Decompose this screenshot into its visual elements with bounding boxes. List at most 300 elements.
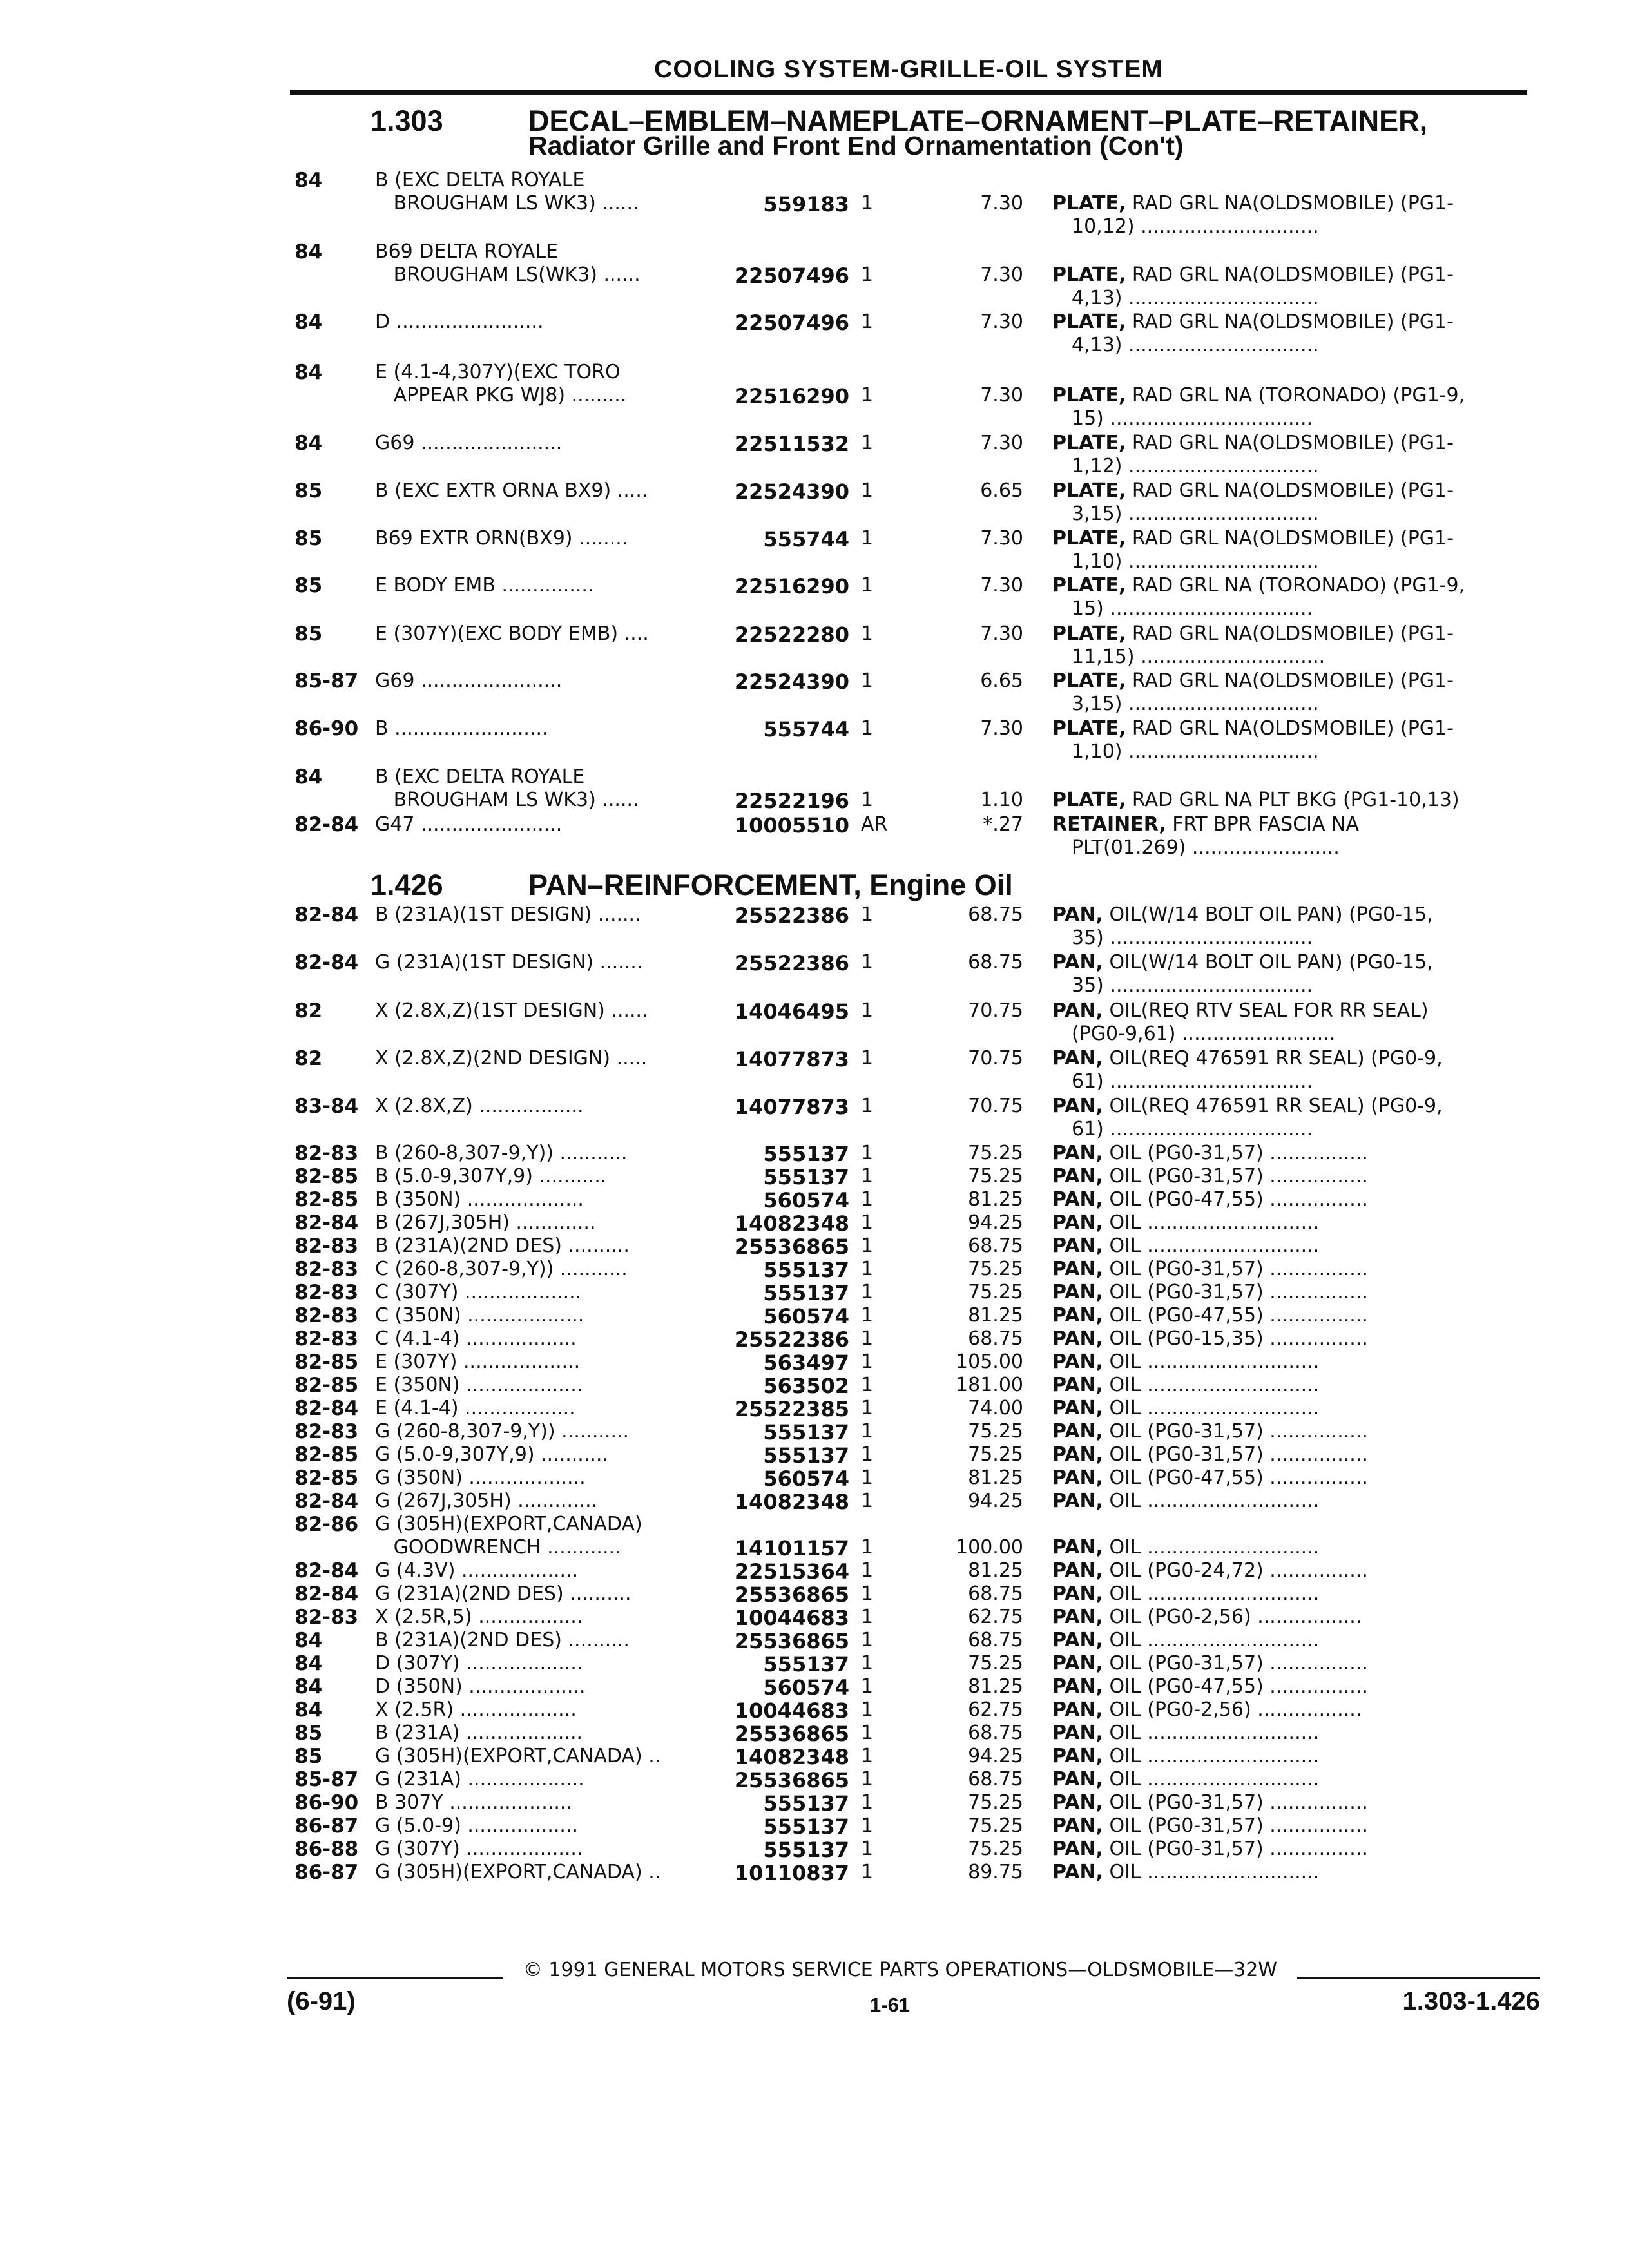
part-name: PAN, — [1052, 1188, 1103, 1211]
model-description: X (2.5R,5) ................. — [375, 1606, 583, 1628]
list-price: 75.25 — [968, 1791, 1023, 1814]
part-number: 14082348 — [734, 1745, 849, 1769]
part-name: PLATE, — [1052, 789, 1126, 811]
quantity: 1 — [861, 1675, 874, 1698]
model-year: 85 — [294, 574, 323, 597]
model-description: B 307Y .................... — [375, 1791, 572, 1814]
part-description — [1052, 669, 1454, 692]
part-name: PLATE, — [1052, 717, 1126, 740]
model-year: 86-90 — [294, 717, 359, 740]
model-year: 86-88 — [294, 1838, 359, 1861]
page-title: COOLING SYSTEM-GRILLE-OIL SYSTEM — [654, 55, 1163, 83]
part-description-text: OIL (PG0-31,57) ................ — [1103, 1652, 1368, 1675]
model-description: B (231A)(1ST DESIGN) ....... — [375, 903, 641, 926]
list-price: 1.10 — [980, 789, 1023, 811]
part-description — [1052, 1791, 1368, 1814]
model-year: 82-84 — [294, 903, 359, 927]
part-number: 555137 — [763, 1142, 849, 1166]
part-description-continued: 10,12) ............................. — [1072, 215, 1319, 238]
quantity: 1 — [861, 527, 874, 550]
list-price: 75.25 — [968, 1281, 1023, 1303]
part-description — [1052, 1327, 1368, 1350]
quantity: 1 — [861, 1861, 874, 1883]
model-year: 85 — [294, 479, 323, 503]
part-name: PAN, — [1052, 999, 1103, 1022]
part-name: PAN, — [1052, 1536, 1103, 1559]
part-name: PAN, — [1052, 1304, 1103, 1327]
model-description: D (350N) ................... — [375, 1675, 586, 1698]
part-number: 14101157 — [734, 1536, 849, 1561]
part-description-continued: 15) ................................. — [1072, 597, 1313, 620]
part-description-text: RAD GRL NA(OLDSMOBILE) (PG1- — [1126, 669, 1454, 692]
model-description: C (350N) ................... — [375, 1304, 584, 1327]
model-description: B ......................... — [375, 717, 548, 740]
part-description-text: OIL (PG0-31,57) ................ — [1103, 1443, 1368, 1466]
model-year: 84 — [294, 169, 323, 192]
quantity: 1 — [861, 1606, 874, 1628]
model-year: 82-84 — [294, 1211, 359, 1235]
part-number: 25522385 — [734, 1397, 849, 1421]
model-description: B (231A)(2ND DES) .......... — [375, 1235, 630, 1257]
model-description: BROUGHAM LS(WK3) ...... — [375, 264, 641, 286]
part-description — [1052, 1745, 1319, 1767]
quantity: 1 — [861, 1142, 874, 1164]
model-description: G (231A)(2ND DES) .......... — [375, 1582, 631, 1605]
quantity: 1 — [861, 1443, 874, 1466]
list-price: 75.25 — [968, 1652, 1023, 1675]
part-number: 555137 — [763, 1791, 849, 1816]
model-description: E (4.1-4) .................. — [375, 1397, 575, 1419]
part-description-text: OIL (PG0-2,56) ................. — [1103, 1606, 1362, 1628]
list-price: *.27 — [983, 813, 1023, 836]
list-price: 6.65 — [980, 479, 1023, 502]
model-description: B69 EXTR ORN(BX9) ........ — [375, 527, 628, 550]
part-description-text: FRT BPR FASCIA NA — [1166, 813, 1360, 836]
part-description-text: OIL(REQ RTV SEAL FOR RR SEAL) — [1103, 999, 1429, 1022]
part-description-text: OIL (PG0-2,56) ................. — [1103, 1698, 1362, 1721]
model-description: E (350N) ................... — [375, 1374, 583, 1396]
model-description: G69 ....................... — [375, 669, 563, 692]
list-price: 75.25 — [968, 1420, 1023, 1443]
part-description-continued: (PG0-9,61) ......................... — [1072, 1023, 1336, 1045]
part-number: 25536865 — [734, 1235, 849, 1259]
list-price: 62.75 — [968, 1606, 1023, 1628]
part-description — [1052, 717, 1454, 740]
model-year: 84 — [294, 240, 323, 264]
quantity: 1 — [861, 1722, 874, 1744]
model-year: 82-85 — [294, 1350, 359, 1374]
part-number: 560574 — [763, 1304, 849, 1329]
part-description-continued: 4,13) ............................... — [1072, 334, 1319, 356]
part-description — [1052, 1397, 1319, 1419]
part-description-text: RAD GRL NA (TORONADO) (PG1-9, — [1126, 384, 1465, 407]
part-description — [1052, 574, 1465, 597]
model-description: G (5.0-9,307Y,9) ........... — [375, 1443, 608, 1466]
list-price: 7.30 — [980, 527, 1023, 550]
part-description-text: OIL (PG0-31,57) ................ — [1103, 1142, 1368, 1164]
part-description — [1052, 1420, 1368, 1443]
part-name: PAN, — [1052, 1652, 1103, 1675]
model-year: 84 — [294, 432, 323, 455]
list-price: 81.25 — [968, 1559, 1023, 1582]
part-description — [1052, 1722, 1319, 1744]
part-number: 14082348 — [734, 1211, 849, 1236]
model-description: BROUGHAM LS WK3) ...... — [375, 192, 639, 215]
model-description: X (2.8X,Z)(1ST DESIGN) ...... — [375, 999, 648, 1022]
model-year: 86-87 — [294, 1814, 359, 1838]
quantity: 1 — [861, 1095, 874, 1117]
list-price: 7.30 — [980, 264, 1023, 286]
part-description — [1052, 1165, 1368, 1187]
model-year: 86-90 — [294, 1791, 359, 1814]
list-price: 7.30 — [980, 574, 1023, 597]
part-number: 14077873 — [734, 1047, 849, 1072]
footer-page-number: 1-61 — [870, 1994, 911, 2016]
part-description-continued: 61) ................................. — [1072, 1070, 1313, 1093]
model-year: 82-83 — [294, 1281, 359, 1304]
part-description-text: OIL (PG0-15,35) ................ — [1103, 1327, 1368, 1350]
part-description-text: OIL (PG0-31,57) ................ — [1103, 1165, 1368, 1187]
model-description: B (EXC EXTR ORNA BX9) ..... — [375, 479, 648, 502]
list-price: 68.75 — [968, 1327, 1023, 1350]
list-price: 75.25 — [968, 1814, 1023, 1837]
model-description: E (4.1-4,307Y)(EXC TORO — [375, 361, 621, 383]
quantity: 1 — [861, 192, 874, 215]
model-year: 85 — [294, 622, 323, 646]
part-name: PAN, — [1052, 1559, 1103, 1582]
part-description — [1052, 903, 1433, 926]
part-number: 22522280 — [734, 622, 849, 647]
part-number: 25536865 — [734, 1722, 849, 1746]
model-description: GOODWRENCH ............ — [375, 1536, 621, 1559]
list-price: 75.25 — [968, 1165, 1023, 1187]
model-description: G (267J,305H) ............. — [375, 1490, 598, 1512]
part-description-text: OIL ............................ — [1103, 1536, 1320, 1559]
model-description: G (5.0-9) .................. — [375, 1814, 578, 1837]
model-year: 84 — [294, 1629, 323, 1652]
quantity: 1 — [861, 1582, 874, 1605]
part-number: 14077873 — [734, 1095, 849, 1119]
section-number: 1.426 — [371, 869, 443, 901]
part-name: PAN, — [1052, 1606, 1103, 1628]
model-year: 85 — [294, 1722, 323, 1745]
model-year: 82-83 — [294, 1606, 359, 1629]
part-description-text: OIL (PG0-31,57) ................ — [1103, 1791, 1368, 1814]
model-year: 82-83 — [294, 1258, 359, 1281]
part-description-text: OIL ............................ — [1103, 1582, 1320, 1605]
part-description-text: OIL ............................ — [1103, 1768, 1320, 1791]
part-description — [1052, 1258, 1368, 1280]
part-number: 555137 — [763, 1838, 849, 1862]
part-description-continued: 1,10) ............................... — [1072, 550, 1319, 573]
part-description-continued: 61) ................................. — [1072, 1118, 1313, 1140]
part-description-continued: 35) ................................. — [1072, 927, 1313, 949]
part-number: 22524390 — [734, 479, 849, 504]
quantity: 1 — [861, 1350, 874, 1373]
part-name: PLATE, — [1052, 574, 1126, 597]
part-description — [1052, 1466, 1368, 1489]
quantity: 1 — [861, 1629, 874, 1651]
model-description: B (267J,305H) ............. — [375, 1211, 596, 1234]
part-number: 559183 — [763, 192, 849, 216]
model-year: 82-85 — [294, 1443, 359, 1466]
part-description — [1052, 1838, 1368, 1860]
part-name: PLATE, — [1052, 192, 1126, 215]
part-description-text: OIL ............................ — [1103, 1350, 1320, 1373]
footer-rule-left — [287, 1977, 503, 1979]
part-name: PAN, — [1052, 1443, 1103, 1466]
part-description-text: OIL ............................ — [1103, 1374, 1320, 1396]
part-name: PAN, — [1052, 1235, 1103, 1257]
model-description: G (305H)(EXPORT,CANADA) .. — [375, 1745, 661, 1767]
list-price: 7.30 — [980, 717, 1023, 740]
part-description — [1052, 1142, 1368, 1164]
quantity: 1 — [861, 1536, 874, 1559]
part-description — [1052, 1536, 1319, 1559]
list-price: 89.75 — [968, 1861, 1023, 1883]
part-number: 10110837 — [734, 1861, 849, 1885]
quantity: 1 — [861, 789, 874, 811]
part-description-text: OIL (PG0-31,57) ................ — [1103, 1281, 1368, 1303]
model-description: G (231A)(1ST DESIGN) ....... — [375, 951, 643, 974]
part-name: PAN, — [1052, 1095, 1103, 1117]
model-year: 86-87 — [294, 1861, 359, 1884]
part-number: 560574 — [763, 1188, 849, 1213]
part-number: 555137 — [763, 1420, 849, 1445]
part-name: PAN, — [1052, 1582, 1103, 1605]
model-year: 85-87 — [294, 669, 359, 693]
list-price: 7.30 — [980, 192, 1023, 215]
quantity: 1 — [861, 1745, 874, 1767]
part-number: 22524390 — [734, 669, 849, 694]
model-year: 82-84 — [294, 951, 359, 974]
part-name: PAN, — [1052, 1838, 1103, 1860]
part-description-text: RAD GRL NA(OLDSMOBILE) (PG1- — [1126, 717, 1454, 740]
part-description — [1052, 527, 1454, 550]
list-price: 7.30 — [980, 622, 1023, 645]
quantity: 1 — [861, 951, 874, 974]
quantity: 1 — [861, 1188, 874, 1211]
part-description-continued: 15) ................................. — [1072, 407, 1313, 430]
part-number: 560574 — [763, 1675, 849, 1700]
model-description: B (EXC DELTA ROYALE — [375, 169, 585, 191]
part-number: 10044683 — [734, 1698, 849, 1723]
part-description — [1052, 1559, 1368, 1582]
part-description — [1052, 1443, 1368, 1466]
model-year: 82-84 — [294, 1490, 359, 1513]
model-description: B69 DELTA ROYALE — [375, 240, 558, 263]
model-year: 82-85 — [294, 1374, 359, 1397]
list-price: 68.75 — [968, 1629, 1023, 1651]
part-name: PAN, — [1052, 1629, 1103, 1651]
part-name: PAN, — [1052, 1327, 1103, 1350]
list-price: 75.25 — [968, 1258, 1023, 1280]
part-number: 560574 — [763, 1466, 849, 1491]
part-description — [1052, 1606, 1362, 1628]
part-description-text: OIL ............................ — [1103, 1722, 1320, 1744]
model-description: X (2.8X,Z) ................. — [375, 1095, 584, 1117]
quantity: 1 — [861, 622, 874, 645]
model-description: G69 ....................... — [375, 432, 563, 454]
part-number: 14046495 — [734, 999, 849, 1024]
part-description-text: OIL (PG0-31,57) ................ — [1103, 1838, 1368, 1860]
model-description: G (307Y) ................... — [375, 1838, 583, 1860]
model-description: B (EXC DELTA ROYALE — [375, 765, 585, 788]
model-year: 85 — [294, 1745, 323, 1768]
list-price: 81.25 — [968, 1188, 1023, 1211]
part-description-text: OIL ............................ — [1103, 1861, 1320, 1883]
part-description — [1052, 1675, 1368, 1698]
quantity: 1 — [861, 574, 874, 597]
part-number: 22515364 — [734, 1559, 849, 1584]
part-description-text: RAD GRL NA (TORONADO) (PG1-9, — [1126, 574, 1465, 597]
model-year: 84 — [294, 765, 323, 789]
model-year: 82-85 — [294, 1466, 359, 1490]
model-year: 84 — [294, 1652, 323, 1675]
quantity: 1 — [861, 1327, 874, 1350]
list-price: 68.75 — [968, 903, 1023, 926]
part-number: 555137 — [763, 1814, 849, 1839]
model-year: 84 — [294, 361, 323, 384]
part-number: 25536865 — [734, 1768, 849, 1792]
part-name: PAN, — [1052, 1745, 1103, 1767]
part-number: 25522386 — [734, 951, 849, 975]
part-description-continued: 1,10) ............................... — [1072, 740, 1319, 763]
part-name: PAN, — [1052, 1675, 1103, 1698]
part-number: 555744 — [763, 527, 849, 552]
list-price: 81.25 — [968, 1466, 1023, 1489]
part-description — [1052, 789, 1460, 811]
part-description-text: RAD GRL NA(OLDSMOBILE) (PG1- — [1126, 622, 1454, 645]
part-description-text: RAD GRL NA(OLDSMOBILE) (PG1- — [1126, 479, 1454, 502]
part-description — [1052, 1629, 1319, 1651]
model-description: D ........................ — [375, 311, 544, 333]
part-description — [1052, 1861, 1319, 1883]
list-price: 68.75 — [968, 1582, 1023, 1605]
quantity: 1 — [861, 311, 874, 333]
part-number: 555137 — [763, 1443, 849, 1468]
part-description-text: OIL (PG0-31,57) ................ — [1103, 1814, 1368, 1837]
part-description-text: OIL(W/14 BOLT OIL PAN) (PG0-15, — [1103, 951, 1433, 974]
part-name: PAN, — [1052, 1397, 1103, 1419]
part-name: PAN, — [1052, 1814, 1103, 1837]
part-number: 25522386 — [734, 903, 849, 928]
part-description — [1052, 1047, 1443, 1070]
list-price: 75.25 — [968, 1838, 1023, 1860]
part-description-continued: 35) ................................. — [1072, 974, 1313, 997]
part-description-text: RAD GRL NA(OLDSMOBILE) (PG1- — [1126, 264, 1454, 286]
part-number: 563497 — [763, 1350, 849, 1375]
part-description — [1052, 1281, 1368, 1303]
list-price: 75.25 — [968, 1443, 1023, 1466]
part-number: 10005510 — [734, 813, 849, 838]
part-name: PAN, — [1052, 1047, 1103, 1070]
part-description — [1052, 1235, 1319, 1257]
part-number: 563502 — [763, 1374, 849, 1398]
part-name: PAN, — [1052, 1211, 1103, 1234]
list-price: 68.75 — [968, 1722, 1023, 1744]
part-name: PAN, — [1052, 1698, 1103, 1721]
model-year: 82 — [294, 1047, 323, 1070]
part-name: PLATE, — [1052, 264, 1126, 286]
list-price: 70.75 — [968, 1095, 1023, 1117]
model-description: C (4.1-4) .................. — [375, 1327, 577, 1350]
part-description-text: OIL (PG0-47,55) ................ — [1103, 1304, 1368, 1327]
part-name: PAN, — [1052, 1374, 1103, 1396]
part-description — [1052, 1211, 1319, 1234]
part-number: 22507496 — [734, 264, 849, 288]
model-year: 82-83 — [294, 1327, 359, 1350]
part-name: PAN, — [1052, 951, 1103, 974]
model-description: BROUGHAM LS WK3) ...... — [375, 789, 639, 811]
part-description-text: OIL (PG0-24,72) ................ — [1103, 1559, 1368, 1582]
part-number: 10044683 — [734, 1606, 849, 1630]
model-year: 82-84 — [294, 1559, 359, 1582]
part-description — [1052, 951, 1433, 974]
model-description: C (260-8,307-9,Y)) ........... — [375, 1258, 628, 1280]
part-description-continued: PLT(01.269) ........................ — [1072, 836, 1340, 859]
part-description-text: RAD GRL NA(OLDSMOBILE) (PG1- — [1126, 311, 1454, 333]
model-description: G (305H)(EXPORT,CANADA) — [375, 1513, 642, 1535]
quantity: 1 — [861, 1211, 874, 1234]
model-description: E (307Y) ................... — [375, 1350, 581, 1373]
part-description-text: OIL ............................ — [1103, 1235, 1320, 1257]
part-description — [1052, 432, 1454, 454]
model-year: 82-84 — [294, 1582, 359, 1606]
model-year: 82-85 — [294, 1165, 359, 1188]
list-price: 70.75 — [968, 1047, 1023, 1070]
part-name: PAN, — [1052, 1722, 1103, 1744]
model-year: 85 — [294, 527, 323, 550]
list-price: 7.30 — [980, 311, 1023, 333]
part-number: 22507496 — [734, 311, 849, 335]
quantity: 1 — [861, 1047, 874, 1070]
part-name: PLATE, — [1052, 479, 1126, 502]
model-year: 82-83 — [294, 1420, 359, 1443]
quantity: 1 — [861, 1374, 874, 1396]
part-name: PAN, — [1052, 1466, 1103, 1489]
section-number: 1.303 — [371, 104, 443, 137]
part-number: 555137 — [763, 1652, 849, 1677]
list-price: 100.00 — [956, 1536, 1023, 1559]
list-price: 181.00 — [956, 1374, 1023, 1396]
part-number: 555137 — [763, 1281, 849, 1305]
part-description — [1052, 1768, 1319, 1791]
part-description-text: OIL (PG0-47,55) ................ — [1103, 1188, 1368, 1211]
model-year: 84 — [294, 1698, 323, 1722]
model-description: B (5.0-9,307Y,9) ........... — [375, 1165, 607, 1187]
part-name: PAN, — [1052, 1861, 1103, 1883]
part-name: PAN, — [1052, 1281, 1103, 1303]
model-year: 82 — [294, 999, 323, 1023]
model-description: B (350N) ................... — [375, 1188, 584, 1211]
footer-revision: (6-91) — [287, 1987, 356, 2015]
quantity: 1 — [861, 1165, 874, 1187]
part-name: PAN, — [1052, 1142, 1103, 1164]
part-description-text: OIL (PG0-47,55) ................ — [1103, 1675, 1368, 1698]
quantity: 1 — [861, 1304, 874, 1327]
part-description-text: OIL ............................ — [1103, 1397, 1320, 1419]
model-description: G (305H)(EXPORT,CANADA) .. — [375, 1861, 661, 1883]
part-number: 555744 — [763, 717, 849, 742]
model-description: G (4.3V) ................... — [375, 1559, 579, 1582]
model-description: E (307Y)(EXC BODY EMB) .... — [375, 622, 649, 645]
model-year: 85-87 — [294, 1768, 359, 1791]
footer-rule-right — [1297, 1977, 1540, 1979]
part-number: 25536865 — [734, 1629, 849, 1653]
quantity: 1 — [861, 1397, 874, 1419]
quantity: 1 — [861, 669, 874, 692]
